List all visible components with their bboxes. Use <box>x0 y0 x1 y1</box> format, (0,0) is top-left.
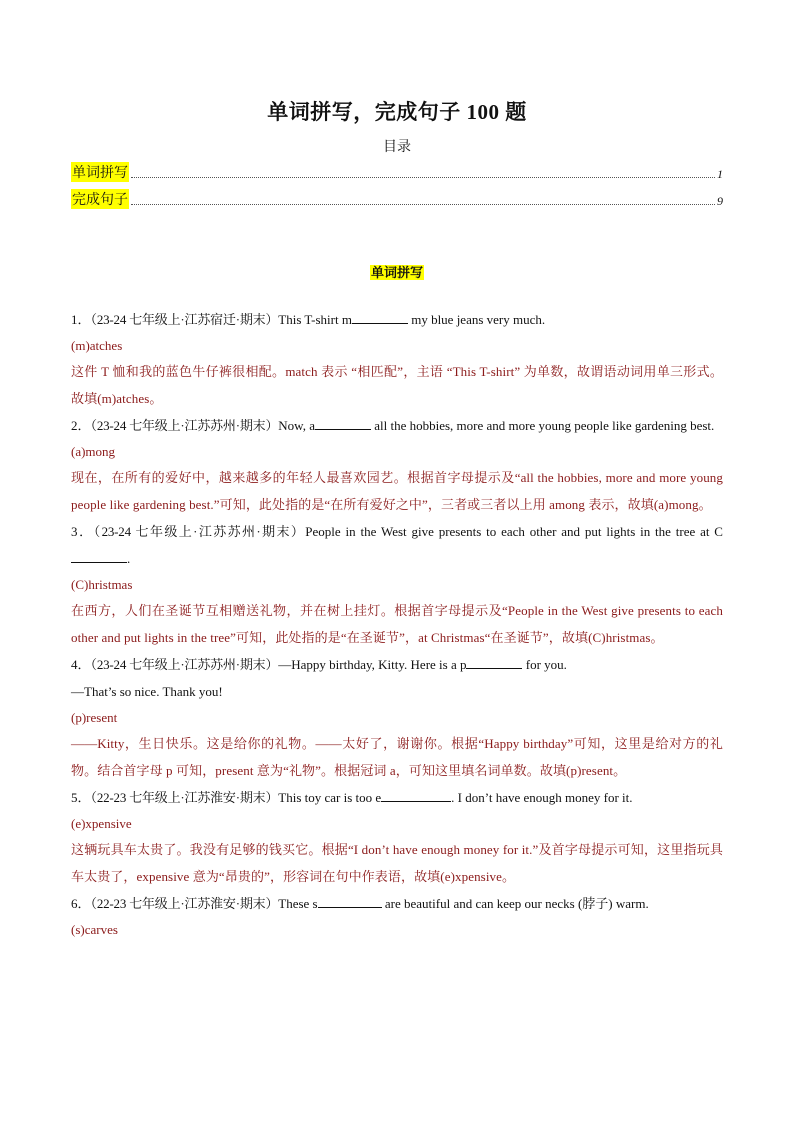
question-text <box>71 651 723 678</box>
question-number: 6． <box>71 896 91 911</box>
question-list <box>71 306 723 942</box>
question-number: 5． <box>71 790 91 805</box>
question-source: （23-24 七年级上·江苏苏州·期末） <box>90 657 279 672</box>
answer-text: (C)hristmas <box>71 577 133 592</box>
toc-entry-page: 9 <box>717 194 723 208</box>
toc-leader-dots <box>131 203 715 205</box>
explanation-text: 这件 T 恤和我的蓝色牛仔裤很相配。match 表示 “相匹配”，主语 “This T-shirt” 为单数，故谓语动词用单三形式。故填(m)atches。 <box>71 364 723 406</box>
question-stem-before: This T-shirt m <box>278 312 352 327</box>
answer-blank <box>318 895 382 908</box>
toc-entry-word-spelling[interactable] <box>71 162 723 182</box>
question-stem-before: People in the West give presents to each other and put lights in the tree at C <box>305 524 723 539</box>
question-number: 3． <box>71 524 94 539</box>
dialogue-reply: —That’s so nice. Thank you! <box>71 684 223 699</box>
answer-blank <box>71 550 127 563</box>
question-stem-after: for you. <box>522 657 567 672</box>
question-stem-after: . <box>127 551 131 566</box>
answer-blank <box>315 417 371 430</box>
question-stem-after: . I don’t have enough money for it. <box>451 790 633 805</box>
question-text <box>71 784 723 811</box>
toc-entry-complete-sentences[interactable] <box>71 189 723 209</box>
question-stem-after: are beautiful and can keep our necks (脖子) warm. <box>381 896 649 911</box>
question-source: （23-24 七年级上·江苏宿迁·期末） <box>90 312 279 327</box>
question-item <box>71 784 723 890</box>
toc-entry-label[interactable]: 单词拼写 <box>71 162 129 182</box>
toc-entry-label[interactable]: 完成句子 <box>71 189 129 209</box>
question-text <box>71 412 723 439</box>
answer-text: (m)atches <box>71 338 123 353</box>
question-stem-after: all the hobbies, more and more young people like gardening best. <box>370 418 715 433</box>
question-stem-before: Now, a <box>278 418 315 433</box>
question-stem-before: This toy car is too e <box>278 790 382 805</box>
question-stem-before: —Happy birthday, Kitty. Here is a p <box>278 657 467 672</box>
section-heading <box>71 262 723 282</box>
question-source: （22-23 七年级上·江苏淮安·期末） <box>90 896 279 911</box>
answer-blank <box>381 789 451 802</box>
answer-text: (e)xpensive <box>71 816 132 831</box>
explanation-text: 在西方，人们在圣诞节互相赠送礼物，并在树上挂灯。根据首字母提示及“People in the West give presents to each other and put lights in the tree”可知，此处指的是“在圣诞节”，at Christmas“在圣诞节”，故填(C)hristmas。 <box>71 603 723 645</box>
explanation-text: 这辆玩具车太贵了。我没有足够的钱买它。根据“I don’t have enough money for it.”及首字母提示可知，这里指玩具车太贵了，expensive 意为“昂贵的”，形容词在句中作表语，故填(e)xpensive。 <box>71 842 723 884</box>
answer-blank <box>466 656 522 669</box>
question-item <box>71 890 723 942</box>
question-item <box>71 306 723 412</box>
document-title: 单词拼写，完成句子 100 题 <box>267 100 527 124</box>
toc-leader-dots <box>131 176 715 178</box>
question-number: 4． <box>71 657 91 672</box>
question-item <box>71 651 723 784</box>
explanation-text: ——Kitty，生日快乐。这是给你的礼物。——太好了，谢谢你。根据“Happy birthday”可知，这里是给对方的礼物。结合首字母 p 可知，present 意为“礼物”。根据冠词 a，可知这里填名词单数。故填(p)resent。 <box>71 736 723 778</box>
question-source: （22-23 七年级上·江苏淮安·期末） <box>90 790 279 805</box>
answer-text: (s)carves <box>71 922 118 937</box>
answer-text: (p)resent <box>71 710 118 725</box>
explanation-text: 现在，在所有的爱好中，越来越多的年轻人最喜欢园艺。根据首字母提示及“all the hobbies, more and more young people like gardening best.”可知，此处指的是“在所有爱好之中”，三者或三者以上用 among 表示，故填(a)mong。 <box>71 470 723 512</box>
answer-blank <box>352 311 408 324</box>
question-item <box>71 412 723 518</box>
section-heading-label: 单词拼写 <box>370 265 423 280</box>
question-item <box>71 518 723 651</box>
question-stem-after: my blue jeans very much. <box>407 312 546 327</box>
question-number: 1． <box>71 312 91 327</box>
toc-title: 目录 <box>383 140 411 155</box>
answer-text: (a)mong <box>71 444 116 459</box>
question-text <box>71 306 723 333</box>
question-stem-before: These s <box>278 896 318 911</box>
question-text <box>71 518 723 572</box>
question-text <box>71 890 723 917</box>
question-source: （23-24 七年级上·江苏苏州·期末） <box>93 524 306 539</box>
question-number: 2． <box>71 418 91 433</box>
question-source: （23-24 七年级上·江苏苏州·期末） <box>90 418 279 433</box>
toc-entry-page: 1 <box>717 167 723 181</box>
